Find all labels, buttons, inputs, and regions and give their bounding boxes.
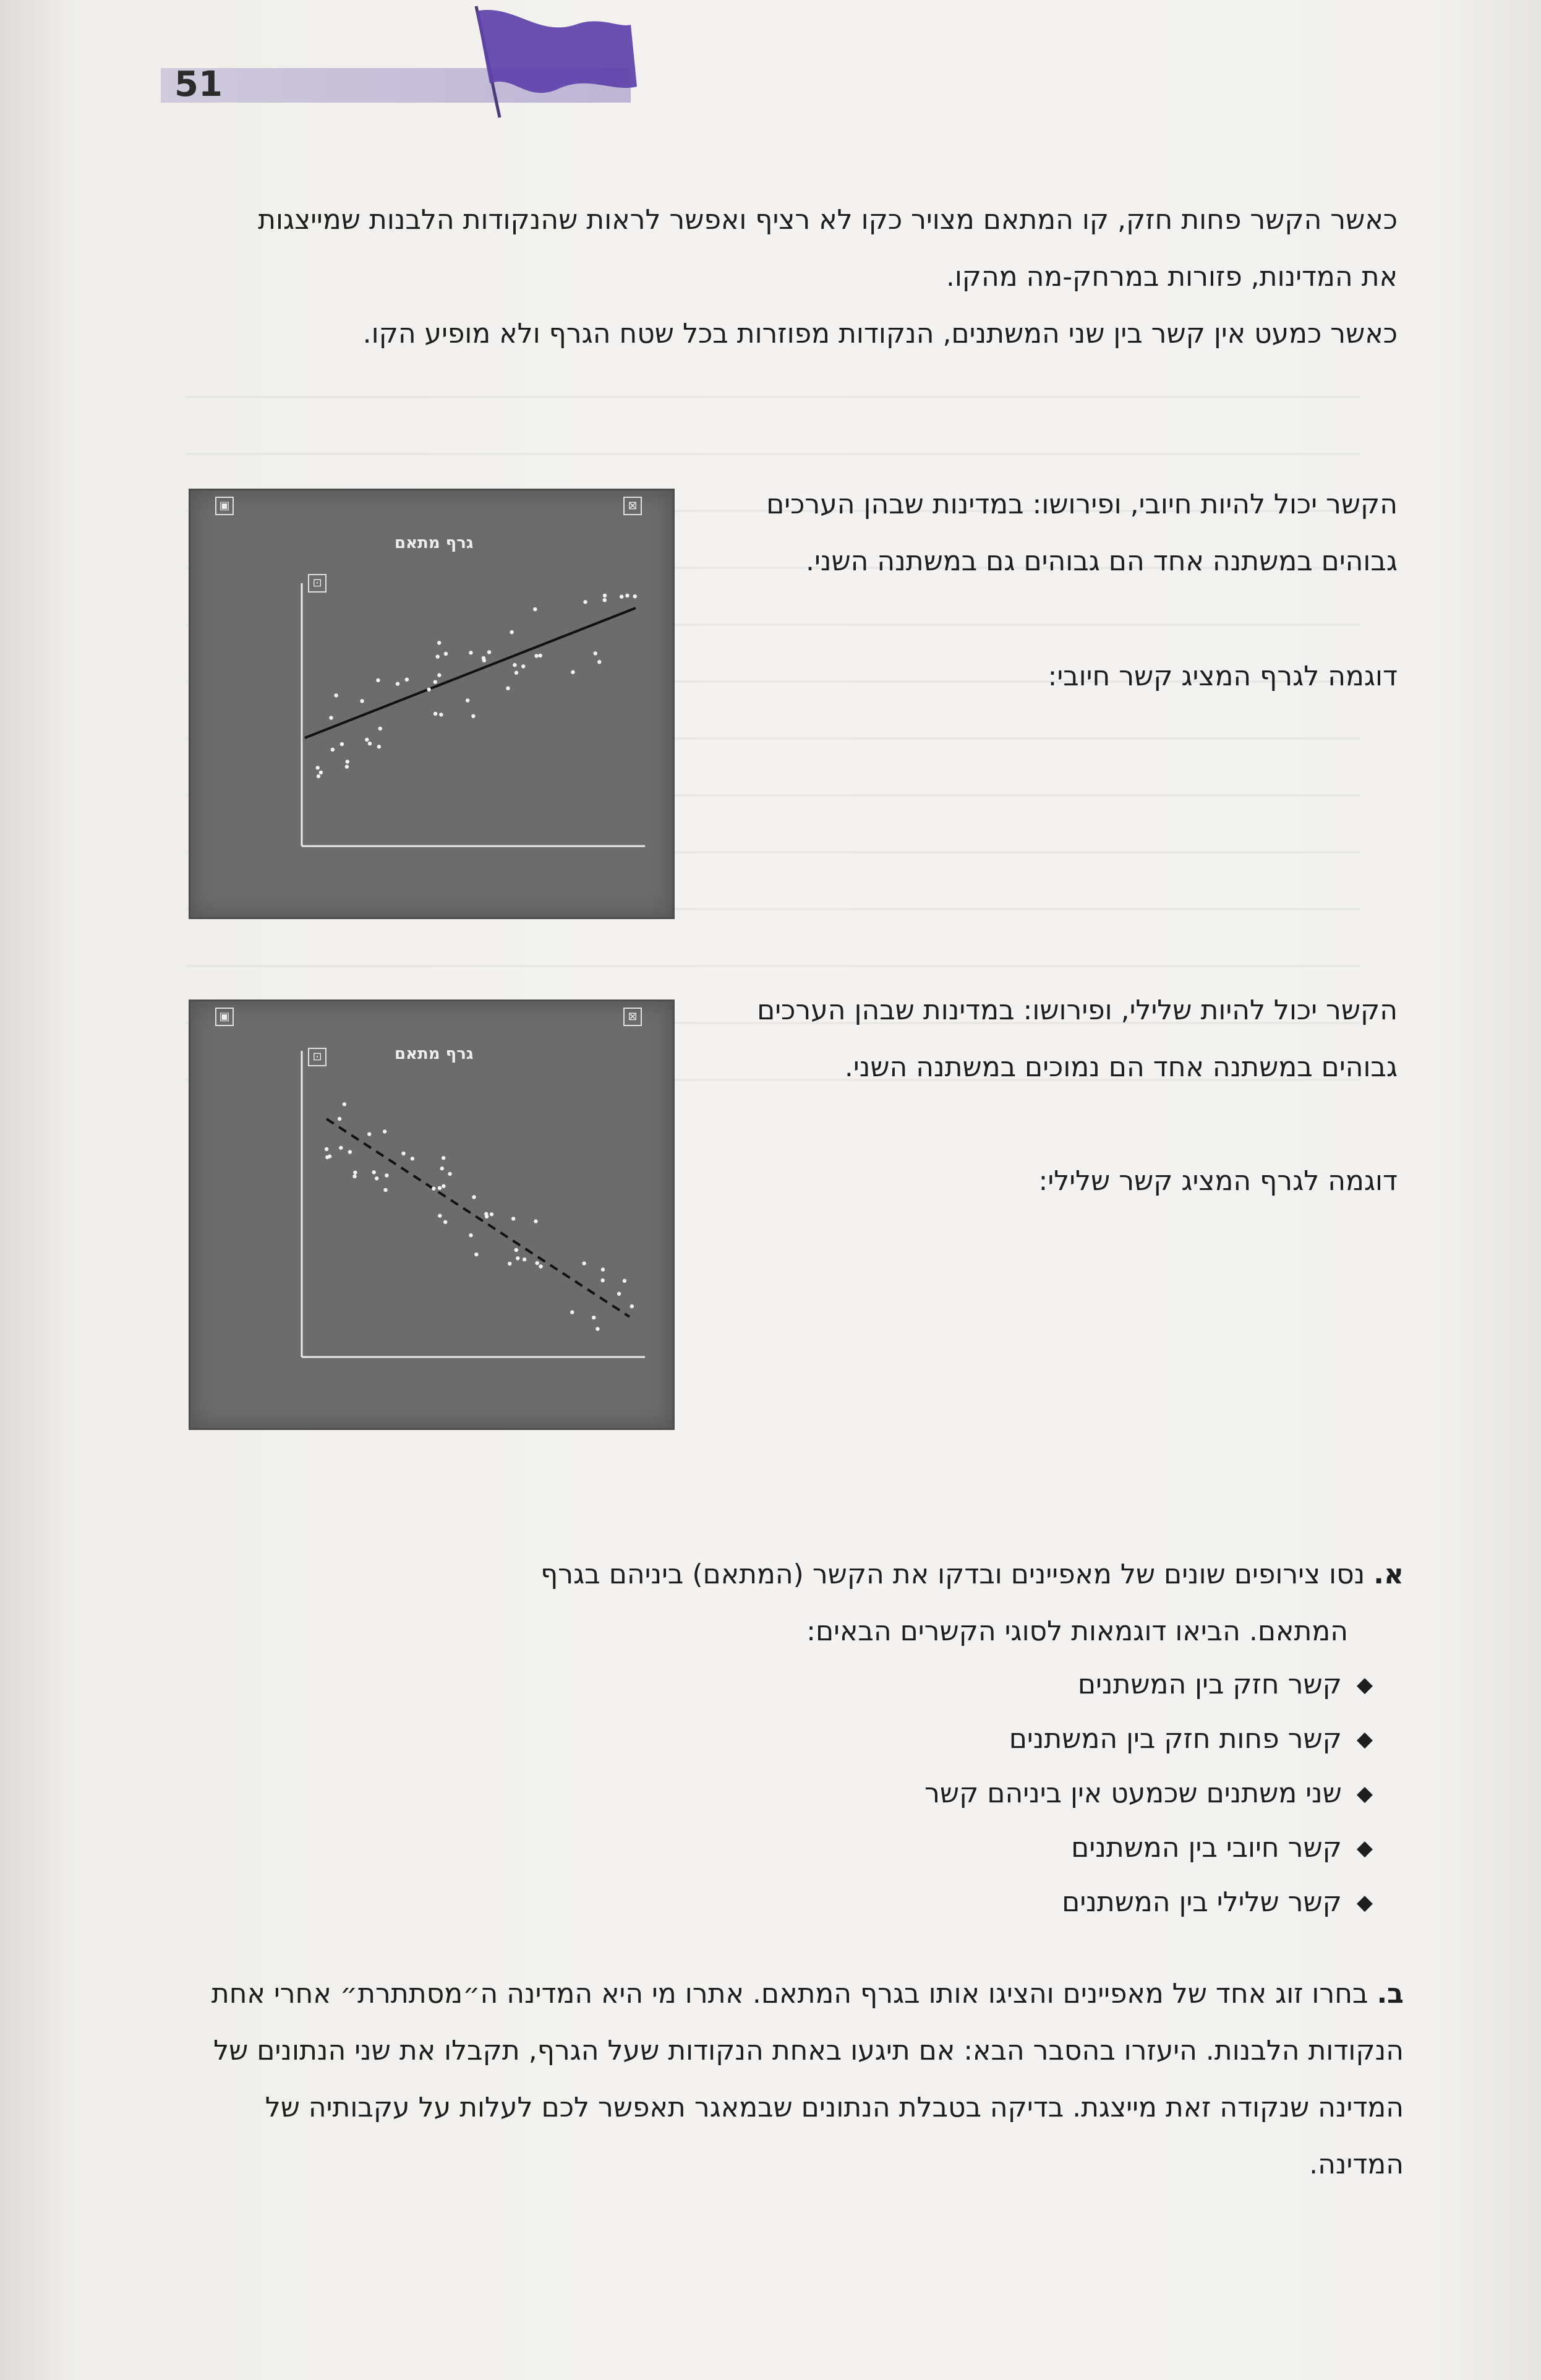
scatter-point[interactable] (383, 1188, 387, 1192)
scatter-point[interactable] (365, 738, 369, 742)
scatter-point[interactable] (432, 1186, 435, 1190)
no-relation-paragraph: כאשר כמעט אין קשר בין שני המשתנים, הנקודות מפוזרות בכל שטח הגרף ולא מופיע הקו. (362, 318, 1398, 349)
scatter-point[interactable] (533, 607, 537, 611)
scatter-point[interactable] (516, 1256, 519, 1260)
scatter-point[interactable] (319, 771, 323, 774)
graph-window-icon[interactable]: ▣ (215, 497, 234, 515)
positive-example-label: דוגמה לגרף המציג קשר חיובי: (1048, 661, 1398, 692)
scatter-point[interactable] (439, 713, 443, 716)
scatter-point[interactable] (375, 1176, 378, 1180)
scatter-point[interactable] (372, 1170, 376, 1174)
scatter-point[interactable] (411, 1157, 414, 1160)
scatter-point[interactable] (348, 1150, 352, 1154)
negative-chart-plot (190, 1001, 673, 1428)
scatter-point[interactable] (448, 1172, 451, 1176)
scatter-point[interactable] (511, 1217, 515, 1220)
list-item: ◆ קשר פחות חזק בין המשתנים (680, 1712, 1373, 1766)
scatter-point[interactable] (443, 1220, 447, 1224)
scatter-point[interactable] (325, 1147, 328, 1151)
scatter-point[interactable] (630, 1304, 634, 1308)
close-icon[interactable]: ⊠ (623, 1008, 642, 1026)
scatter-point[interactable] (442, 1156, 445, 1160)
scatter-point[interactable] (383, 1129, 386, 1133)
scatter-point[interactable] (339, 1146, 343, 1150)
scatter-point[interactable] (345, 764, 349, 768)
list-item: ◆ קשר חזק בין המשתנים (680, 1658, 1373, 1712)
scatter-point[interactable] (435, 654, 439, 658)
scatter-point[interactable] (603, 594, 607, 597)
page-number: 51 (174, 64, 223, 105)
scatter-point[interactable] (597, 660, 601, 664)
scatter-point[interactable] (506, 687, 510, 690)
scatter-point[interactable] (620, 595, 623, 599)
scatter-point[interactable] (514, 670, 518, 674)
scatter-point[interactable] (508, 1262, 511, 1265)
scatter-point[interactable] (444, 652, 448, 656)
scatter-point[interactable] (535, 1261, 539, 1265)
scatter-point[interactable] (521, 664, 525, 668)
scatter-point[interactable] (440, 1166, 444, 1170)
scatter-point[interactable] (438, 1214, 442, 1217)
scatter-point[interactable] (617, 1292, 621, 1296)
scatter-point[interactable] (472, 1195, 476, 1199)
exercise-b-label: ב. (1377, 1978, 1404, 2010)
exercise-b-paragraph (210, 1966, 1404, 2193)
list-item: ◆ שני משתנים שכמעט אין ביניהם קשר (680, 1766, 1373, 1821)
scatter-point[interactable] (469, 651, 472, 654)
scatter-point[interactable] (583, 600, 587, 604)
scatter-point[interactable] (396, 682, 399, 685)
scatter-point[interactable] (360, 699, 364, 703)
scatter-point[interactable] (600, 1278, 604, 1282)
negative-chart-title: גרף מתאם (395, 1045, 474, 1063)
scatter-point[interactable] (487, 650, 491, 654)
exercise-a-line-1 (210, 1546, 1404, 1603)
scatter-point[interactable] (376, 678, 380, 682)
scatter-point[interactable] (594, 651, 597, 655)
scatter-point[interactable] (329, 716, 333, 719)
scatter-point[interactable] (437, 641, 441, 644)
graph-window-icon[interactable]: ▣ (215, 1008, 234, 1026)
scatter-point[interactable] (352, 1175, 356, 1178)
negative-relation-description: הקשר יכול להיות שלילי, ופירושו: במדינות שבהן הערכים גבוהים במשתנה אחד הם נמוכים במשתנה השני. (757, 995, 1398, 1083)
scatter-point[interactable] (385, 1173, 388, 1177)
scatter-point[interactable] (338, 1117, 341, 1121)
scatter-point[interactable] (346, 760, 349, 763)
diamond-bullet-icon: ◆ (1356, 1672, 1373, 1697)
exercise-a-label: א. (1373, 1559, 1404, 1590)
scatter-point[interactable] (353, 1171, 357, 1175)
scatter-point[interactable] (317, 774, 320, 778)
scatter-point[interactable] (539, 654, 542, 657)
scatter-point[interactable] (523, 1257, 526, 1261)
scatter-point[interactable] (592, 1316, 595, 1319)
scatter-point[interactable] (368, 742, 372, 745)
scatter-point[interactable] (534, 1219, 537, 1223)
scatter-point[interactable] (367, 1132, 371, 1136)
scatter-point[interactable] (316, 766, 320, 769)
scatter-point[interactable] (325, 1155, 329, 1159)
flag-icon (445, 0, 643, 124)
scatter-point[interactable] (405, 677, 409, 681)
scatter-point[interactable] (471, 714, 475, 718)
relation-types-list (680, 1658, 1373, 1930)
positive-chart-title: גרף מתאם (395, 534, 474, 552)
axis-select-icon[interactable]: ⊡ (308, 574, 327, 593)
scatter-point[interactable] (633, 594, 637, 598)
scatter-point[interactable] (514, 1248, 518, 1252)
scatter-point[interactable] (601, 1267, 605, 1271)
diamond-bullet-icon: ◆ (1356, 1836, 1373, 1860)
negative-correlation-chart (189, 1000, 675, 1430)
exercise-a-text: נסו צירופים שונים של מאפיינים ובדקו את הקשר (המתאם) ביניהם בגרף (540, 1559, 1365, 1590)
positive-relation-description: הקשר יכול להיות חיובי, ופירושו: במדינות שבהן הערכים גבוהים במשתנה אחד הם גבוהים גם במשתנה השני. (766, 489, 1398, 577)
scatter-point[interactable] (513, 663, 516, 667)
scatter-point[interactable] (433, 680, 437, 683)
scatter-point[interactable] (437, 673, 441, 677)
exercise-b-text: בחרו זוג אחד של מאפיינים והציגו אותו בגרף המתאם. אתרו מי היא המדינה ה״מסתתרת״ אחרי אחת הנקודות הלבנות. היעזרו בהסבר הבא: אם תיגעו באחת הנקודות שעל הגרף, תקבלו את שני הנתונים של המדינה שנקודה זאת מייצגת. בדיקה בטבלת הנתונים שבמאגר תאפשר לכם לעלות על עקבותיה של המדינה. (211, 1978, 1404, 2180)
scatter-point[interactable] (570, 1310, 574, 1314)
scatter-point[interactable] (474, 1252, 478, 1256)
scatter-point[interactable] (438, 1186, 442, 1190)
scatter-point[interactable] (571, 670, 574, 674)
scatter-point[interactable] (623, 1279, 626, 1283)
scatter-point[interactable] (377, 745, 381, 748)
scatter-point[interactable] (427, 688, 430, 691)
scatter-point[interactable] (595, 1327, 599, 1330)
scatter-point[interactable] (334, 693, 338, 697)
diamond-bullet-icon: ◆ (1356, 1781, 1373, 1806)
diamond-bullet-icon: ◆ (1356, 1890, 1373, 1915)
list-item: ◆ קשר חיובי בין המשתנים (680, 1821, 1373, 1875)
scatter-point[interactable] (485, 1215, 489, 1218)
diamond-bullet-icon: ◆ (1356, 1727, 1373, 1752)
exercise-a-line-2: המתאם. הביאו דוגמאות לסוגי הקשרים הבאים: (806, 1616, 1348, 1647)
list-item: ◆ קשר שלילי בין המשתנים (680, 1875, 1373, 1930)
scatter-point[interactable] (401, 1152, 405, 1155)
scatter-point[interactable] (539, 1264, 542, 1268)
scatter-point[interactable] (490, 1212, 493, 1216)
scatter-point[interactable] (469, 1233, 472, 1237)
positive-correlation-chart (189, 489, 675, 919)
scatter-point[interactable] (340, 742, 344, 746)
scatter-point[interactable] (625, 594, 629, 597)
close-icon[interactable]: ⊠ (623, 497, 642, 515)
scatter-point[interactable] (466, 698, 469, 702)
scatter-point[interactable] (534, 654, 538, 657)
negative-example-label: דוגמה לגרף המציג קשר שלילי: (1038, 1165, 1398, 1197)
scatter-point[interactable] (603, 598, 607, 602)
positive-chart-plot (190, 490, 673, 917)
scatter-point[interactable] (433, 712, 437, 716)
scatter-point[interactable] (442, 1184, 445, 1188)
scatter-point[interactable] (331, 748, 335, 751)
scatter-point[interactable] (378, 727, 382, 730)
scatter-point[interactable] (343, 1102, 346, 1106)
axis-select-icon[interactable]: ⊡ (308, 1048, 327, 1066)
scatter-point[interactable] (482, 659, 486, 662)
scatter-point[interactable] (582, 1261, 586, 1265)
scatter-point[interactable] (510, 630, 513, 634)
weak-relation-paragraph: כאשר הקשר פחות חזק, קו המתאם מצויר כקו לא רציף ואפשר לראות שהנקודות הלבנות שמייצגות את המדינות, פזורות במרחק-מה מהקו. (258, 204, 1398, 293)
